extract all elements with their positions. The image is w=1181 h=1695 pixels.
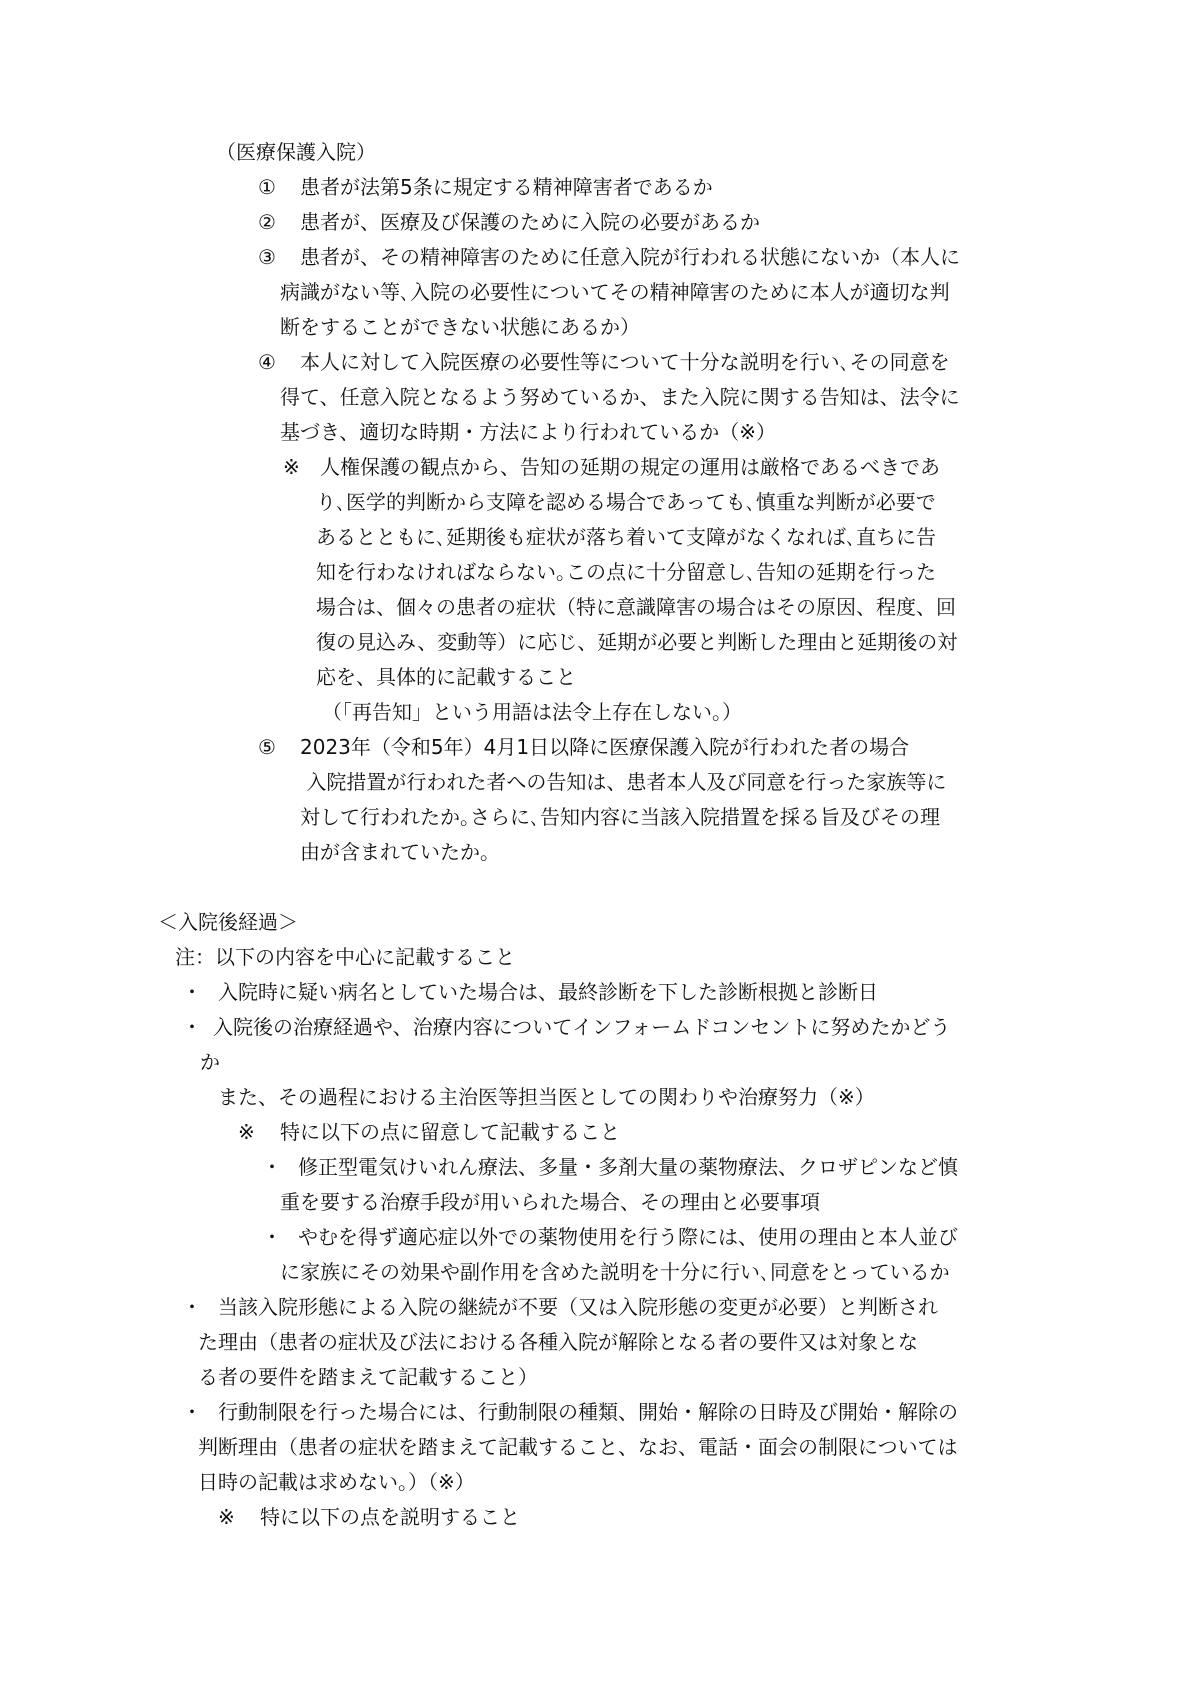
- text-line: 病識がない等､入院の必要性についてその精神障害のために本人が適切な判: [280, 280, 950, 304]
- item-number: ③: [258, 245, 276, 269]
- item-number: ①: [258, 175, 276, 199]
- item-number: ⑤: [258, 735, 276, 759]
- text-line: 知を行わなければならない｡この点に十分留意し､告知の延期を行った: [316, 560, 936, 584]
- text-line: 2023年（令和5年）4月1日以降に医療保護入院が行われた者の場合: [300, 735, 910, 759]
- text-line: 行動制限を行った場合には、行動制限の種類、開始・解除の日時及び開始・解除の: [218, 1400, 958, 1424]
- text-line: 応を、具体的に記載すること: [316, 665, 576, 689]
- text-line: 入院措置が行われた者への告知は、患者本人及び同意を行った家族等に: [300, 770, 947, 794]
- bullet-marker: ・: [262, 1155, 282, 1179]
- text-line: （「再告知」という用語は法令上存在しない。）: [322, 700, 742, 724]
- text-line: 由が含まれていたか。: [300, 840, 500, 864]
- text-line: 得て、任意入院となるよう努めているか、また入院に関する告知は、法令に: [280, 385, 960, 409]
- text-line: 重を要する治療手段が用いられた場合、その理由と必要事項: [280, 1190, 820, 1214]
- text-line: 特に以下の点に留意して記載すること: [280, 1120, 620, 1144]
- text-line: 患者が法第5条に規定する精神障害者であるか: [300, 175, 713, 199]
- text-line: 本人に対して入院医療の必要性等について十分な説明を行い､その同意を: [300, 350, 950, 374]
- text-line: 復の見込み、変動等）に応じ、延期が必要と判断した理由と延期後の対: [316, 630, 958, 654]
- item-number: ④: [258, 350, 276, 374]
- note-marker: ※: [238, 1120, 255, 1144]
- note-marker: ※: [218, 1505, 235, 1529]
- text-line: ＜入院後経過＞: [158, 910, 298, 934]
- text-line: やむを得ず適応症以外での薬物使用を行う際には、使用の理由と本人並び: [298, 1225, 958, 1249]
- section-heading: （医療保護入院）: [216, 140, 376, 164]
- text-line: り､医学的判断から支障を認める場合であっても､慎重な判断が必要で: [316, 490, 936, 514]
- text-line: 患者が、医療及び保護のために入院の必要があるか: [300, 210, 760, 234]
- text-line: 当該入院形態による入院の継続が不要（又は入院形態の変更が必要）と判断され: [218, 1295, 938, 1319]
- item-number: ②: [258, 210, 276, 234]
- text-line: 入院後の治療経過や、治療内容についてインフォームドコンセントに努めたかどう: [213, 1015, 951, 1039]
- bullet-marker: ・: [262, 1225, 282, 1249]
- text-line: に家族にその効果や副作用を含めた説明を十分に行い､同意をとっているか: [280, 1260, 950, 1284]
- text-line: 注：以下の内容を中心に記載すること: [175, 945, 515, 969]
- bullet-marker: ・: [182, 980, 202, 1004]
- text-line: る者の要件を踏まえて記載すること）: [198, 1365, 538, 1389]
- text-line: 判断理由（患者の症状を踏まえて記載すること、なお、電話・面会の制限については: [198, 1435, 958, 1459]
- text-line: た理由（患者の症状及び法における各種入院が解除となる者の要件又は対象とな: [198, 1330, 918, 1354]
- text-line: 入院時に疑い病名としていた場合は、最終診断を下した診断根拠と診断日: [218, 980, 878, 1004]
- text-line: 対して行われたか｡さらに､告知内容に当該入院措置を採る旨及びその理: [300, 805, 940, 829]
- bullet-marker: ・: [182, 1400, 202, 1424]
- text-line: 修正型電気けいれん療法、多量・多剤大量の薬物療法、クロザピンなど慎: [298, 1155, 958, 1179]
- text-line: また、その過程における主治医等担当医としての関わりや治療努力（※）: [218, 1085, 875, 1109]
- text-line: あるとともに､延期後も症状が落ち着いて支障がなくなれば､直ちに告: [316, 525, 936, 549]
- note-marker: ※: [283, 455, 300, 479]
- text-line: か: [200, 1050, 220, 1074]
- text-line: 断をすることができない状態にあるか）: [280, 315, 640, 339]
- text-line: 場合は、個々の患者の症状（特に意識障害の場合はその原因、程度、回: [316, 595, 956, 619]
- bullet-marker: ・: [182, 1295, 202, 1319]
- bullet-marker: ・: [182, 1015, 202, 1039]
- text-line: 日時の記載は求めない。）（※）: [198, 1470, 475, 1494]
- text-line: 患者が、その精神障害のために任意入院が行われる状態にないか（本人に: [300, 245, 960, 269]
- text-line: 特に以下の点を説明すること: [260, 1505, 520, 1529]
- text-line: 人権保護の観点から、告知の延期の規定の運用は厳格であるべきであ: [320, 455, 940, 479]
- text-line: 基づき、適切な時期・方法により行われているか（※）: [280, 420, 776, 444]
